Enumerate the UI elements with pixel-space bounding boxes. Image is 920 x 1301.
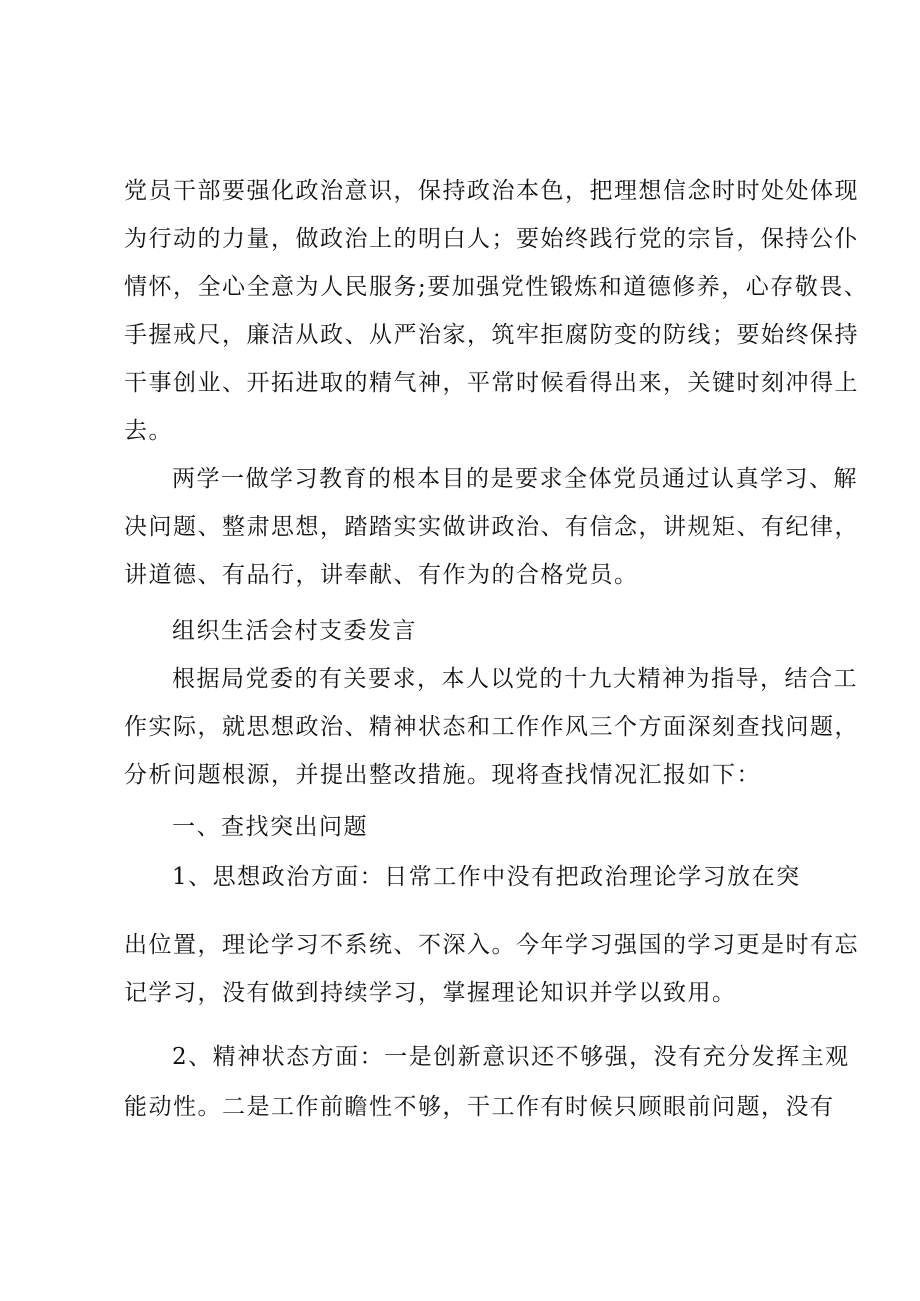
text-line: 干事创业、开拓进取的精气神，平常时候看得出来，关键时刻冲得上 (124, 370, 859, 396)
text-line: 手握戒尺，廉洁从政、从严治家，筑牢拒腐防变的防线；要始终保持 (124, 322, 859, 348)
text-line: 为行动的力量，做政治上的明白人；要始终践行党的宗旨，保持公仆 (124, 226, 859, 252)
text-line: 情怀，全心全意为人民服务;要加强党性锻炼和道德修养，心存敬畏、 (124, 274, 869, 300)
text-line: 出位置，理论学习不系统、不深入。今年学习强国的学习更是时有忘 (124, 932, 859, 958)
text-line: 两学一做学习教育的根本目的是要求全体党员通过认真学习、解 (172, 466, 858, 492)
text-line: 记学习，没有做到持续学习，掌握理论知识并学以致用。 (124, 980, 737, 1006)
text-line: 分析问题根源，并提出整改措施。现将查找情况汇报如下： (124, 762, 761, 788)
text-line: 作实际，就思想政治、精神状态和工作作风三个方面深刻查找问题， (124, 714, 859, 740)
text-line: 能动性。二是工作前瞻性不够，干工作有时候只顾眼前问题，没有 (124, 1094, 835, 1120)
text-line: 2、精神状态方面：一是创新意识还不够强，没有充分发挥主观 (172, 1044, 850, 1070)
section-heading: 一、查找突出问题 (172, 814, 368, 840)
text-line: 讲道德、有品行，讲奉献、有作为的合格党员。 (124, 562, 639, 588)
text-line: 根据局党委的有关要求，本人以党的十九大精神为指导，结合工 (172, 666, 858, 692)
text-line: 决问题、整肃思想，踏踏实实做讲政治、有信念，讲规矩、有纪律， (124, 514, 859, 540)
text-line: 1、思想政治方面：日常工作中没有把政治理论学习放在突 (172, 864, 801, 890)
section-heading: 组织生活会村支委发言 (172, 618, 417, 644)
text-line: 党员干部要强化政治意识，保持政治本色，把理想信念时时处处体现 (124, 178, 859, 204)
text-line: 去。 (124, 418, 173, 444)
